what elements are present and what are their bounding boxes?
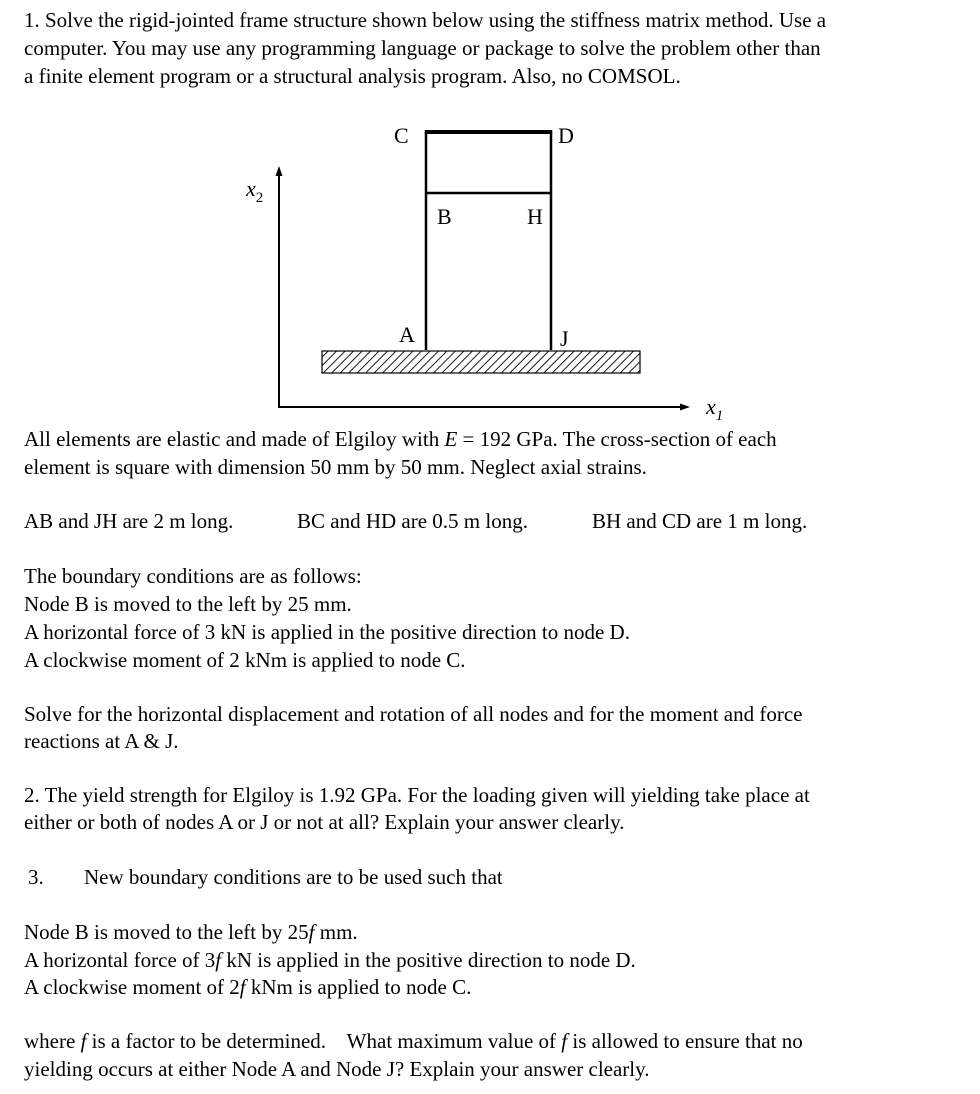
frame-figure: [0, 110, 980, 420]
solve-line-1: Solve for the horizontal displacement and rotation of all nodes and for the moment and force: [24, 702, 803, 726]
x2-axis-label: $x_2$: [246, 176, 264, 206]
q2-line-1: 2. The yield strength for Elgiloy is 1.92 GPa. For the loading given will yielding take place at: [24, 783, 810, 807]
q3-heading: New boundary conditions are to be used such that: [84, 865, 503, 889]
boundary-heading: The boundary conditions are as follows:: [24, 564, 362, 588]
boundary-item-1: Node B is moved to the left by 25 mm.: [24, 592, 352, 616]
q3-last-line: yielding occurs at either Node A and Node J? Explain your answer clearly.: [24, 1057, 650, 1081]
q3-item-1: Node B is moved to the left by 25f mm.: [24, 920, 358, 944]
material-line-1: All elements are elastic and made of Elgiloy with E = 192 GPa. The cross-section of each: [24, 427, 777, 451]
node-label-j: J: [560, 326, 569, 351]
length-bh-cd: BH and CD are 1 m long.: [592, 509, 808, 533]
fixed-ground: [322, 351, 640, 373]
x1-axis-label: $x_1$: [706, 394, 724, 420]
q1-line-3: a finite element program or a structural analysis program. Also, no COMSOL.: [24, 64, 681, 88]
q2-line-2: either or both of nodes A or J or not at all? Explain your answer clearly.: [24, 810, 625, 834]
q1-line-1: 1. Solve the rigid-jointed frame structure shown below using the stiffness matrix method. Use a: [24, 8, 827, 32]
node-label-b: B: [437, 204, 452, 229]
boundary-item-3: A clockwise moment of 2 kNm is applied to node C.: [24, 648, 466, 672]
q3-item-3: A clockwise moment of 2f kNm is applied to node C.: [24, 975, 472, 999]
q1-line-2: computer. You may use any programming language or package to solve the problem other than: [24, 36, 821, 60]
x2-axis-arrow: [276, 166, 283, 176]
boundary-item-2: A horizontal force of 3 kN is applied in the positive direction to node D.: [24, 620, 630, 644]
node-label-h: H: [527, 204, 543, 229]
x1-axis-arrow: [680, 404, 690, 411]
length-ab-jh: AB and JH are 2 m long.: [24, 509, 234, 533]
q3-item-2: A horizontal force of 3f kN is applied in the positive direction to node D.: [24, 948, 636, 972]
node-label-d: D: [558, 123, 574, 148]
node-label-a: A: [399, 322, 415, 347]
q3-where-line: where f is a factor to be determined. What maximum value of f is allowed to ensure that no: [24, 1029, 803, 1053]
node-label-c: C: [394, 123, 409, 148]
material-line-2: element is square with dimension 50 mm by 50 mm. Neglect axial strains.: [24, 455, 647, 479]
solve-line-2: reactions at A & J.: [24, 729, 179, 753]
length-bc-hd: BC and HD are 0.5 m long.: [297, 509, 528, 533]
q3-number: 3.: [28, 865, 44, 889]
